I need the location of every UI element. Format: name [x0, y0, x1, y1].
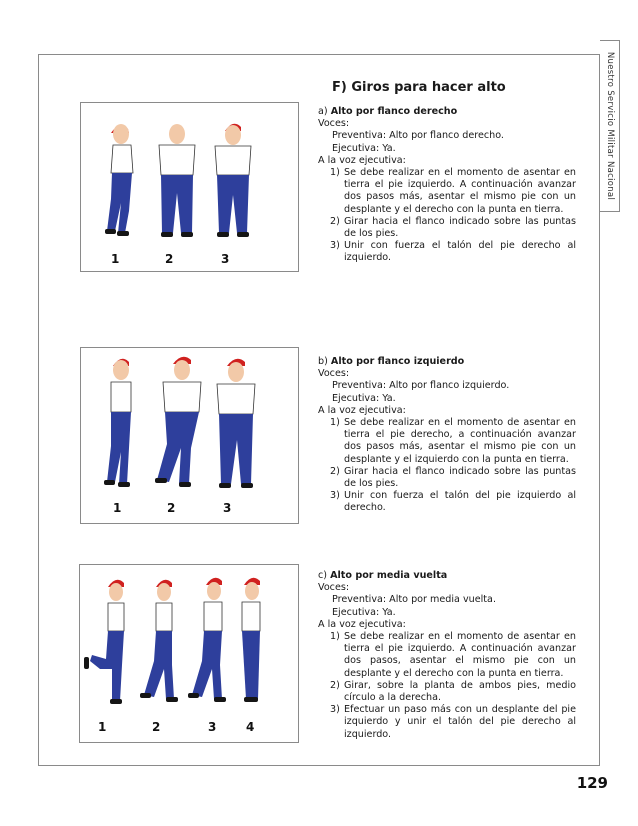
section-b-voces: Voces:	[318, 368, 350, 380]
section-c-voz: A la voz ejecutiva:	[318, 618, 406, 630]
section-b-ejecutiva: Ejecutiva: Ya.	[332, 392, 396, 404]
section-a-preventiva: Preventiva: Alto por flanco derecho.	[332, 130, 504, 142]
section-a-step-3	[318, 240, 576, 264]
section-b-step-1	[318, 417, 576, 466]
section-a-voces: Voces:	[318, 118, 350, 130]
step-number: 3)	[330, 704, 340, 716]
section-c-step-1	[318, 631, 576, 680]
step-text: Se debe realizar en el momento de asentar en tierra el pie derecho, a continuación avanzar dos pasos más, asentar el mismo pie con un desplante y el izquierdo con la punta en tierra.	[344, 417, 576, 465]
step-text: Unir con fuerza el talón del pie derecho al izquierdo.	[344, 240, 576, 264]
section-c-voces: Voces:	[318, 582, 350, 594]
figure-c-label-4: 4	[246, 720, 255, 734]
step-text: Girar, sobre la planta de ambos pies, medio círculo a la derecha.	[344, 679, 576, 704]
step-text: Se debe realizar en el momento de asentar en tierra el pie izquierdo. A continuación avanzar dos pasos, asentar el mismo pie con un desplante y el derecho con la punta en tierra.	[344, 631, 576, 679]
step-number: 2)	[330, 679, 340, 691]
soldier-figure-2	[155, 357, 201, 487]
soldier-figure-3	[215, 124, 251, 237]
section-a-heading	[318, 106, 576, 118]
figure-c-label-1: 1	[98, 720, 107, 734]
figure-b-label-3: 3	[223, 501, 232, 515]
section-b-text	[318, 356, 576, 515]
step-number: 3)	[330, 490, 340, 502]
section-a-step-1	[318, 167, 576, 216]
soldier-figure-2	[140, 580, 178, 702]
section-title: F) Giros para hacer alto	[332, 80, 506, 95]
section-b-step-2	[318, 466, 576, 490]
section-c-prefix: c)	[318, 570, 328, 581]
section-c-text	[318, 570, 576, 741]
section-c-step-2	[318, 680, 576, 704]
figure-c-label-3: 3	[208, 720, 217, 734]
soldier-figure-3	[188, 578, 226, 702]
section-b-prefix: b)	[318, 356, 328, 367]
figure-b-label-2: 2	[167, 501, 176, 515]
section-a-ejecutiva: Ejecutiva: Ya.	[332, 142, 396, 154]
figure-c-label-2: 2	[152, 720, 161, 734]
figure-a-label-2: 2	[165, 252, 174, 266]
section-b-voz: A la voz ejecutiva:	[318, 404, 406, 416]
figure-alto-flanco-izquierdo	[80, 347, 299, 524]
section-c-step-3	[318, 704, 576, 741]
figure-alto-flanco-derecho	[80, 102, 299, 272]
soldier-figure-4	[242, 578, 260, 702]
soldier-figure-1	[104, 359, 131, 487]
section-c-heading	[318, 570, 576, 582]
step-number: 1)	[330, 417, 340, 429]
step-text: Girar hacia el flanco indicado sobre las puntas de los pies.	[344, 215, 576, 240]
step-number: 1)	[330, 167, 340, 179]
section-a-prefix: a)	[318, 106, 328, 117]
section-b-preventiva: Preventiva: Alto por flanco izquierdo.	[332, 380, 510, 392]
figure-a-label-1: 1	[111, 252, 120, 266]
page-number: 129	[576, 774, 608, 792]
section-c-ejecutiva: Ejecutiva: Ya.	[332, 606, 396, 618]
step-number: 2)	[330, 465, 340, 477]
section-b-step-3	[318, 490, 576, 514]
soldier-figure-1	[84, 580, 124, 704]
section-a-title: Alto por flanco derecho	[330, 106, 458, 117]
section-b-title: Alto por flanco izquierdo	[330, 356, 465, 367]
section-a-text	[318, 106, 576, 265]
step-text: Se debe realizar en el momento de asentar en tierra el pie izquierdo. A continuación avanzar dos pasos más, asentar el mismo pie con un desplante y el derecho con la punta en tierra.	[344, 167, 576, 215]
figure-a-label-3: 3	[221, 252, 230, 266]
soldier-figure-1	[105, 124, 133, 236]
step-number: 3)	[330, 240, 340, 252]
step-text: Efectuar un paso más con un desplante del pie izquierdo y unir el talón del pie derecho al izquierdo.	[344, 704, 576, 740]
step-text: Unir con fuerza el talón del pie izquierdo al derecho.	[344, 490, 576, 514]
step-number: 1)	[330, 631, 340, 643]
section-c-title: Alto por media vuelta	[330, 570, 448, 581]
section-a-voz: A la voz ejecutiva:	[318, 154, 406, 166]
side-tab-label: Nuestro Servicio Militar Nacional	[605, 51, 615, 201]
soldier-figure-3	[217, 359, 255, 488]
soldier-figure-2	[159, 124, 195, 237]
figure-b-label-1: 1	[113, 501, 122, 515]
step-text: Girar hacia el flanco indicado sobre las puntas de los pies.	[344, 465, 576, 490]
figure-alto-media-vuelta	[79, 564, 299, 743]
section-a-step-2	[318, 216, 576, 240]
section-c-preventiva: Preventiva: Alto por media vuelta.	[332, 594, 496, 606]
section-b-heading	[318, 356, 576, 368]
step-number: 2)	[330, 215, 340, 227]
